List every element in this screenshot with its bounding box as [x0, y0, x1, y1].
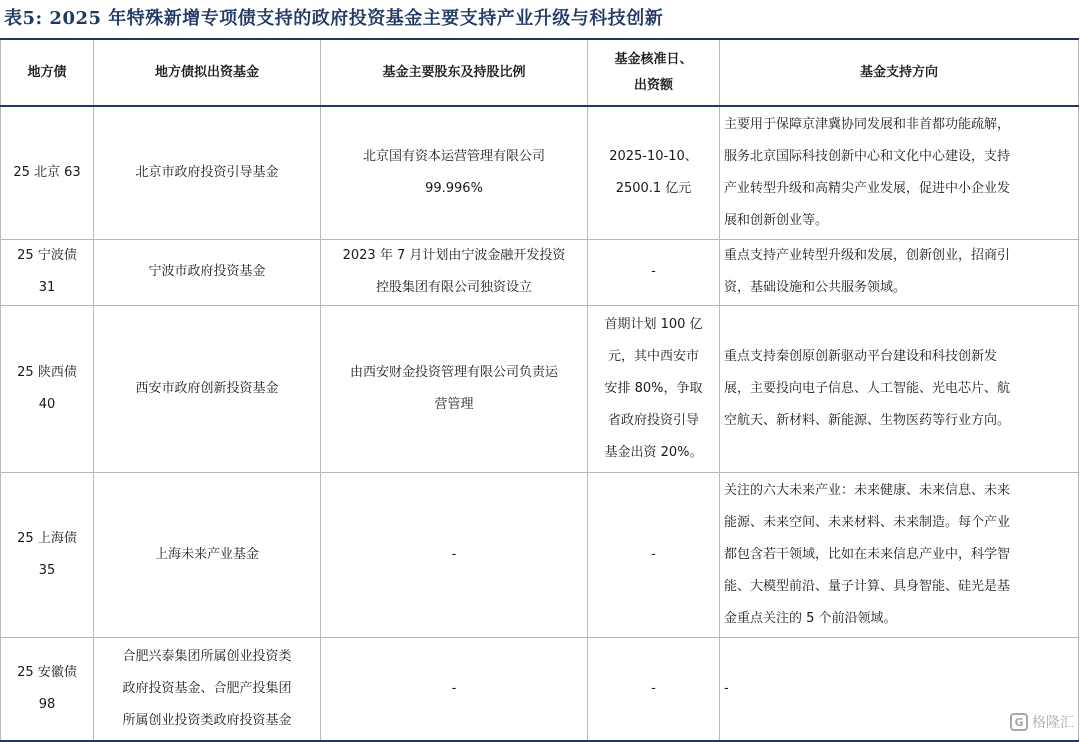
cell-direction-line: 展和创新创业等。: [724, 212, 829, 228]
table-header-row: [1, 39, 1079, 106]
table-body: [1, 106, 1079, 741]
header-bond: 地方债: [1, 39, 94, 106]
cell-fund-line: 北京市政府投资引导基金: [135, 164, 279, 180]
gelonghui-logo-icon: G: [1010, 713, 1028, 731]
cell-holders-line: 由西安财金投资管理有限公司负责运: [349, 364, 558, 380]
table-row: [1, 637, 1079, 741]
watermark: [1010, 712, 1074, 732]
cell-direction: [720, 305, 1079, 472]
cell-direction-line: -: [724, 680, 729, 696]
cell-direction-line: 资，基础设施和公共服务领域。: [724, 280, 907, 295]
cell-bond: [1, 305, 94, 472]
cell-bond-line: 25 宁波债: [17, 248, 77, 263]
cell-holders: [321, 106, 588, 239]
cell-holders: [321, 637, 588, 741]
cell-bond-line: 25 陕西债: [17, 364, 77, 380]
cell-direction-line: 金重点关注的 5 个前沿领域。: [724, 610, 897, 626]
header-direction: 基金支持方向: [720, 39, 1079, 106]
cell-fund-line: 合肥兴泰集团所属创业投资类: [122, 648, 292, 664]
cell-approval-line: 2025-10-10、: [609, 148, 698, 164]
cell-approval-line: 2500.1 亿元: [615, 180, 692, 196]
cell-direction: [720, 472, 1079, 637]
cell-direction-line: 主要用于保障京津冀协同发展和非首都功能疏解，: [724, 116, 1011, 132]
cell-bond: [1, 239, 94, 305]
cell-fund: [94, 239, 321, 305]
cell-direction-line: 空航天、新材料、新能源、生物医药等行业方向。: [724, 412, 1011, 428]
cell-bond-line: 25 上海债: [17, 530, 77, 546]
cell-direction: [720, 106, 1079, 239]
cell-fund: [94, 637, 321, 741]
cell-bond-line: 98: [38, 696, 56, 712]
watermark-text: 格隆汇: [1032, 715, 1074, 731]
cell-direction-line: 关注的六大未来产业：未来健康、未来信息、未来: [724, 482, 1011, 498]
table-row: [1, 305, 1079, 472]
cell-bond-line: 25 安徽债: [17, 664, 77, 680]
cell-fund-line: 上海未来产业基金: [154, 546, 259, 562]
cell-approval: [588, 637, 720, 741]
cell-holders-line: 控股集团有限公司独资设立: [375, 280, 532, 295]
cell-approval-line: 省政府投资引导: [607, 412, 699, 428]
header-approval: 基金核准日、 出资额: [588, 39, 720, 106]
cell-fund-line: 政府投资基金、合肥产投集团: [122, 680, 292, 696]
cell-approval-line: 安排 80%，争取: [604, 380, 703, 396]
cell-holders: [321, 305, 588, 472]
cell-bond: [1, 472, 94, 637]
cell-approval-line: -: [651, 546, 656, 562]
cell-holders: [321, 472, 588, 637]
cell-approval: [588, 305, 720, 472]
cell-direction-line: 能源、未来空间、未来材料、未来制造。每个产业: [724, 514, 1011, 530]
table-title: 表5: 2025 年特殊新增专项债支持的政府投资基金主要支持产业升级与科技创新: [4, 8, 664, 29]
cell-approval-line: 基金出资 20%。: [604, 444, 703, 460]
cell-fund: [94, 472, 321, 637]
table-row: [1, 106, 1079, 239]
cell-direction-line: 展，主要投向电子信息、人工智能、光电芯片、航: [724, 380, 1011, 396]
header-fund: 地方债拟出资基金: [94, 39, 321, 106]
cell-holders-line: 营管理: [434, 396, 474, 412]
cell-direction-line: 产业转型升级和高精尖产业发展，促进中小企业发: [724, 180, 1011, 196]
cell-approval: [588, 106, 720, 239]
cell-bond-line: 40: [38, 396, 56, 412]
cell-direction-line: 都包含若干领域，比如在未来信息产业中，科学智: [724, 546, 1011, 562]
cell-approval: [588, 472, 720, 637]
cell-approval-line: -: [651, 264, 656, 279]
cell-bond: [1, 637, 94, 741]
header-holders: 基金主要股东及持股比例: [321, 39, 588, 106]
cell-fund-line: 所属创业投资类政府投资基金: [122, 712, 292, 728]
cell-approval: [588, 239, 720, 305]
cell-bond-line: 31: [38, 280, 56, 295]
cell-approval-line: 首期计划 100 亿: [604, 316, 703, 332]
cell-approval-line: -: [651, 680, 656, 696]
cell-bond: [1, 106, 94, 239]
cell-bond-line: 25 北京 63: [13, 164, 81, 180]
table-row: [1, 239, 1079, 305]
cell-holders-line: 99.996%: [425, 180, 483, 196]
cell-direction-line: 重点支持产业转型升级和发展，创新创业，招商引: [724, 248, 1011, 263]
cell-holders-line: -: [451, 680, 457, 696]
cell-holders-line: 北京国有资本运营管理有限公司: [362, 148, 545, 164]
cell-holders: [321, 239, 588, 305]
cell-holders-line: 2023 年 7 月计划由宁波金融开发投资: [342, 248, 566, 263]
cell-direction-line: 重点支持秦创原创新驱动平台建设和科技创新发: [724, 348, 998, 364]
cell-holders-line: -: [451, 546, 457, 562]
cell-direction: [720, 239, 1079, 305]
table-row: [1, 472, 1079, 637]
fund-table: [0, 38, 1079, 742]
cell-bond-line: 35: [38, 562, 56, 578]
cell-direction-line: 能、大模型前沿、量子计算、具身智能、硅光是基: [724, 578, 1011, 594]
cell-direction-line: 服务北京国际科技创新中心和文化中心建设，支持: [724, 148, 1011, 164]
cell-fund-line: 宁波市政府投资基金: [148, 264, 266, 279]
cell-approval-line: 元，其中西安市: [607, 348, 699, 364]
cell-fund: [94, 106, 321, 239]
cell-fund-line: 西安市政府创新投资基金: [135, 380, 279, 396]
cell-fund: [94, 305, 321, 472]
